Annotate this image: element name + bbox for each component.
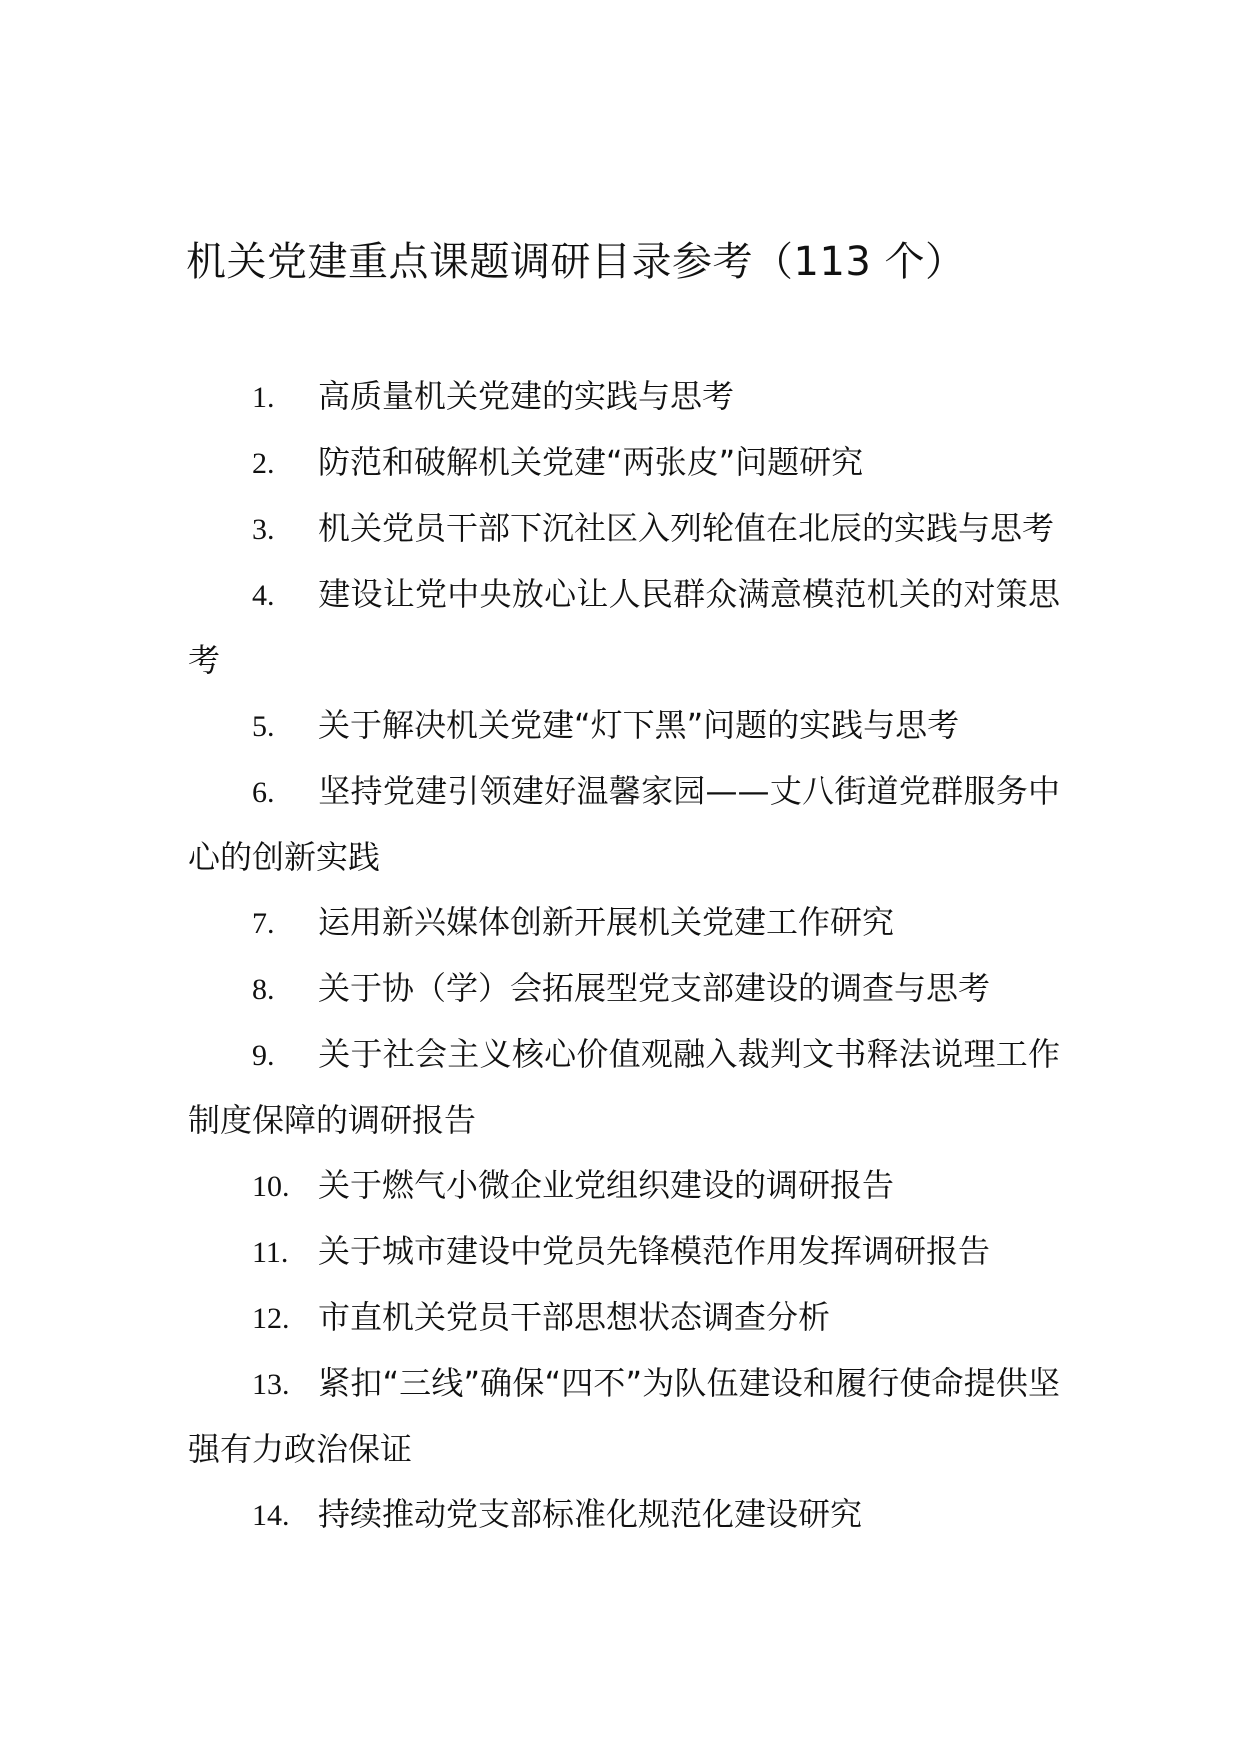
- list-item: [188, 496, 1060, 562]
- list-item: [188, 693, 1060, 759]
- item-number: 13.: [252, 1368, 290, 1401]
- list-item: [188, 956, 1060, 1022]
- item-text: 运用新兴媒体创新开展机关党建工作研究: [318, 903, 895, 941]
- item-number: 1.: [252, 381, 275, 414]
- item-text: 关于燃气小微企业党组织建设的调研报告: [318, 1166, 895, 1204]
- item-number: 2.: [252, 447, 275, 480]
- item-number: 9.: [252, 1039, 275, 1072]
- item-number: 12.: [252, 1302, 290, 1335]
- list-item: [188, 430, 1060, 496]
- item-text: 关于社会主义核心价值观融入裁判文书释法说理工作制度保障的调研报告: [188, 1035, 1060, 1139]
- item-text: 持续推动党支部标准化规范化建设研究: [318, 1495, 863, 1533]
- item-number: 14.: [252, 1499, 290, 1532]
- item-text: 建设让党中央放心让人民群众满意模范机关的对策思考: [188, 575, 1060, 679]
- item-text: 关于城市建设中党员先锋模范作用发挥调研报告: [318, 1232, 991, 1270]
- list-item: [188, 890, 1060, 956]
- item-text: 防范和破解机关党建“两张皮”问题研究: [318, 443, 864, 481]
- list-item: [188, 759, 1060, 890]
- topic-list: [188, 364, 1060, 1548]
- item-text: 关于协（学）会拓展型党支部建设的调查与思考: [318, 969, 991, 1007]
- list-item: [188, 562, 1060, 693]
- item-number: 5.: [252, 710, 275, 743]
- item-text: 机关党员干部下沉社区入列轮值在北辰的实践与思考: [318, 509, 1055, 547]
- list-item: [188, 364, 1060, 430]
- list-item: [188, 1482, 1060, 1548]
- item-number: 8.: [252, 973, 275, 1006]
- item-number: 4.: [252, 579, 275, 612]
- item-number: 10.: [252, 1170, 290, 1203]
- list-item: [188, 1219, 1060, 1285]
- item-text: 紧扣“三线”确保“四不”为队伍建设和履行使命提供坚强有力政治保证: [188, 1364, 1060, 1468]
- list-item: [188, 1351, 1060, 1482]
- item-number: 11.: [252, 1236, 289, 1269]
- item-text: 市直机关党员干部思想状态调查分析: [318, 1298, 831, 1336]
- list-item: [188, 1153, 1060, 1219]
- item-text: 高质量机关党建的实践与思考: [318, 377, 735, 415]
- item-text: 坚持党建引领建好温馨家园——丈八街道党群服务中心的创新实践: [188, 772, 1060, 876]
- item-number: 3.: [252, 513, 275, 546]
- page-title: 机关党建重点课题调研目录参考（113 个）: [186, 239, 966, 285]
- item-number: 7.: [252, 907, 275, 940]
- list-item: [188, 1285, 1060, 1351]
- list-item: [188, 1022, 1060, 1153]
- item-text: 关于解决机关党建“灯下黑”问题的实践与思考: [318, 706, 960, 744]
- item-number: 6.: [252, 776, 275, 809]
